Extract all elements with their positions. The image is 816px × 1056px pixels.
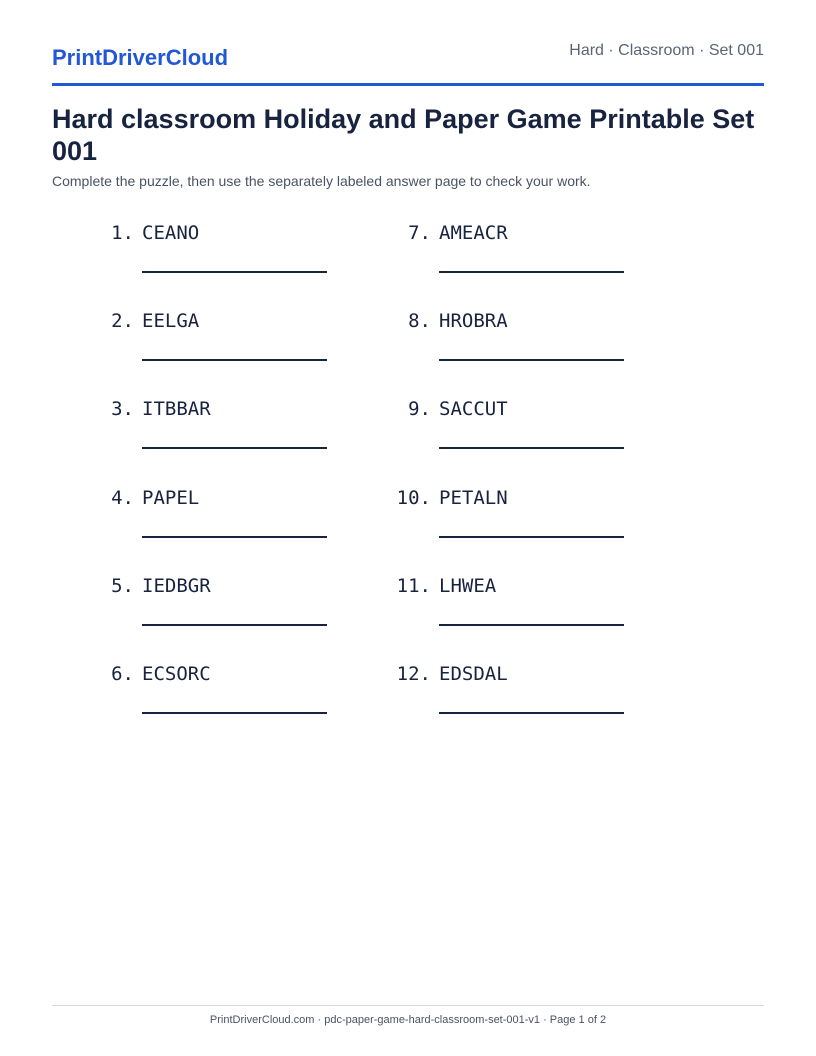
item-number: 10. (396, 487, 431, 509)
answer-line[interactable] (439, 359, 624, 361)
answer-line[interactable] (142, 536, 327, 538)
puzzle-item (100, 574, 360, 654)
puzzle-item (100, 397, 360, 477)
footer-divider (52, 1005, 764, 1006)
set-meta: Hard · Classroom · Set 001 (569, 42, 764, 59)
item-number: 6. (111, 663, 134, 685)
page-title: Hard classroom Holiday and Paper Game Printable Set 001 (52, 104, 755, 166)
scrambled-word: AMEACR (439, 222, 508, 244)
puzzle-item (100, 309, 360, 389)
answer-line[interactable] (142, 447, 327, 449)
puzzle-item (397, 221, 657, 301)
scrambled-word: HROBRA (439, 310, 508, 332)
puzzle-item (100, 662, 360, 742)
item-number: 7. (408, 222, 431, 244)
item-number: 3. (111, 398, 134, 420)
puzzle-item (397, 397, 657, 477)
puzzle-item (397, 574, 657, 654)
puzzle-item (397, 486, 657, 566)
scrambled-word: ECSORC (142, 663, 211, 685)
scrambled-word: PETALN (439, 487, 508, 509)
scrambled-word: IEDBGR (142, 575, 211, 597)
item-number: 1. (111, 222, 134, 244)
scrambled-word: SACCUT (439, 398, 508, 420)
item-number: 12. (396, 663, 431, 685)
answer-line[interactable] (439, 447, 624, 449)
puzzle-item (100, 486, 360, 566)
item-number: 5. (111, 575, 134, 597)
answer-line[interactable] (439, 624, 624, 626)
item-number: 2. (111, 310, 134, 332)
page-subtitle: Complete the puzzle, then use the separately labeled answer page to check your work. (52, 173, 591, 189)
answer-line[interactable] (142, 624, 327, 626)
item-number: 11. (396, 575, 431, 597)
puzzle-item (397, 662, 657, 742)
answer-line[interactable] (439, 271, 624, 273)
scrambled-word: EDSDAL (439, 663, 508, 685)
item-number: 8. (408, 310, 431, 332)
brand-logo: PrintDriverCloud (52, 45, 229, 70)
scrambled-word: EELGA (142, 310, 200, 332)
answer-line[interactable] (142, 271, 327, 273)
answer-line[interactable] (142, 359, 327, 361)
answer-line[interactable] (439, 536, 624, 538)
scrambled-word: LHWEA (439, 575, 497, 597)
page-footer: PrintDriverCloud.com · pdc-paper-game-hard-classroom-set-001-v1 · Page 1 of 2 (209, 1014, 607, 1026)
scrambled-word: CEANO (142, 222, 200, 244)
puzzle-item (100, 221, 360, 301)
scrambled-word: PAPEL (142, 487, 200, 509)
answer-line[interactable] (439, 712, 624, 714)
item-number: 4. (111, 487, 134, 509)
puzzle-item (397, 309, 657, 389)
scrambled-word: ITBBAR (142, 398, 211, 420)
item-number: 9. (408, 398, 431, 420)
answer-line[interactable] (142, 712, 327, 714)
